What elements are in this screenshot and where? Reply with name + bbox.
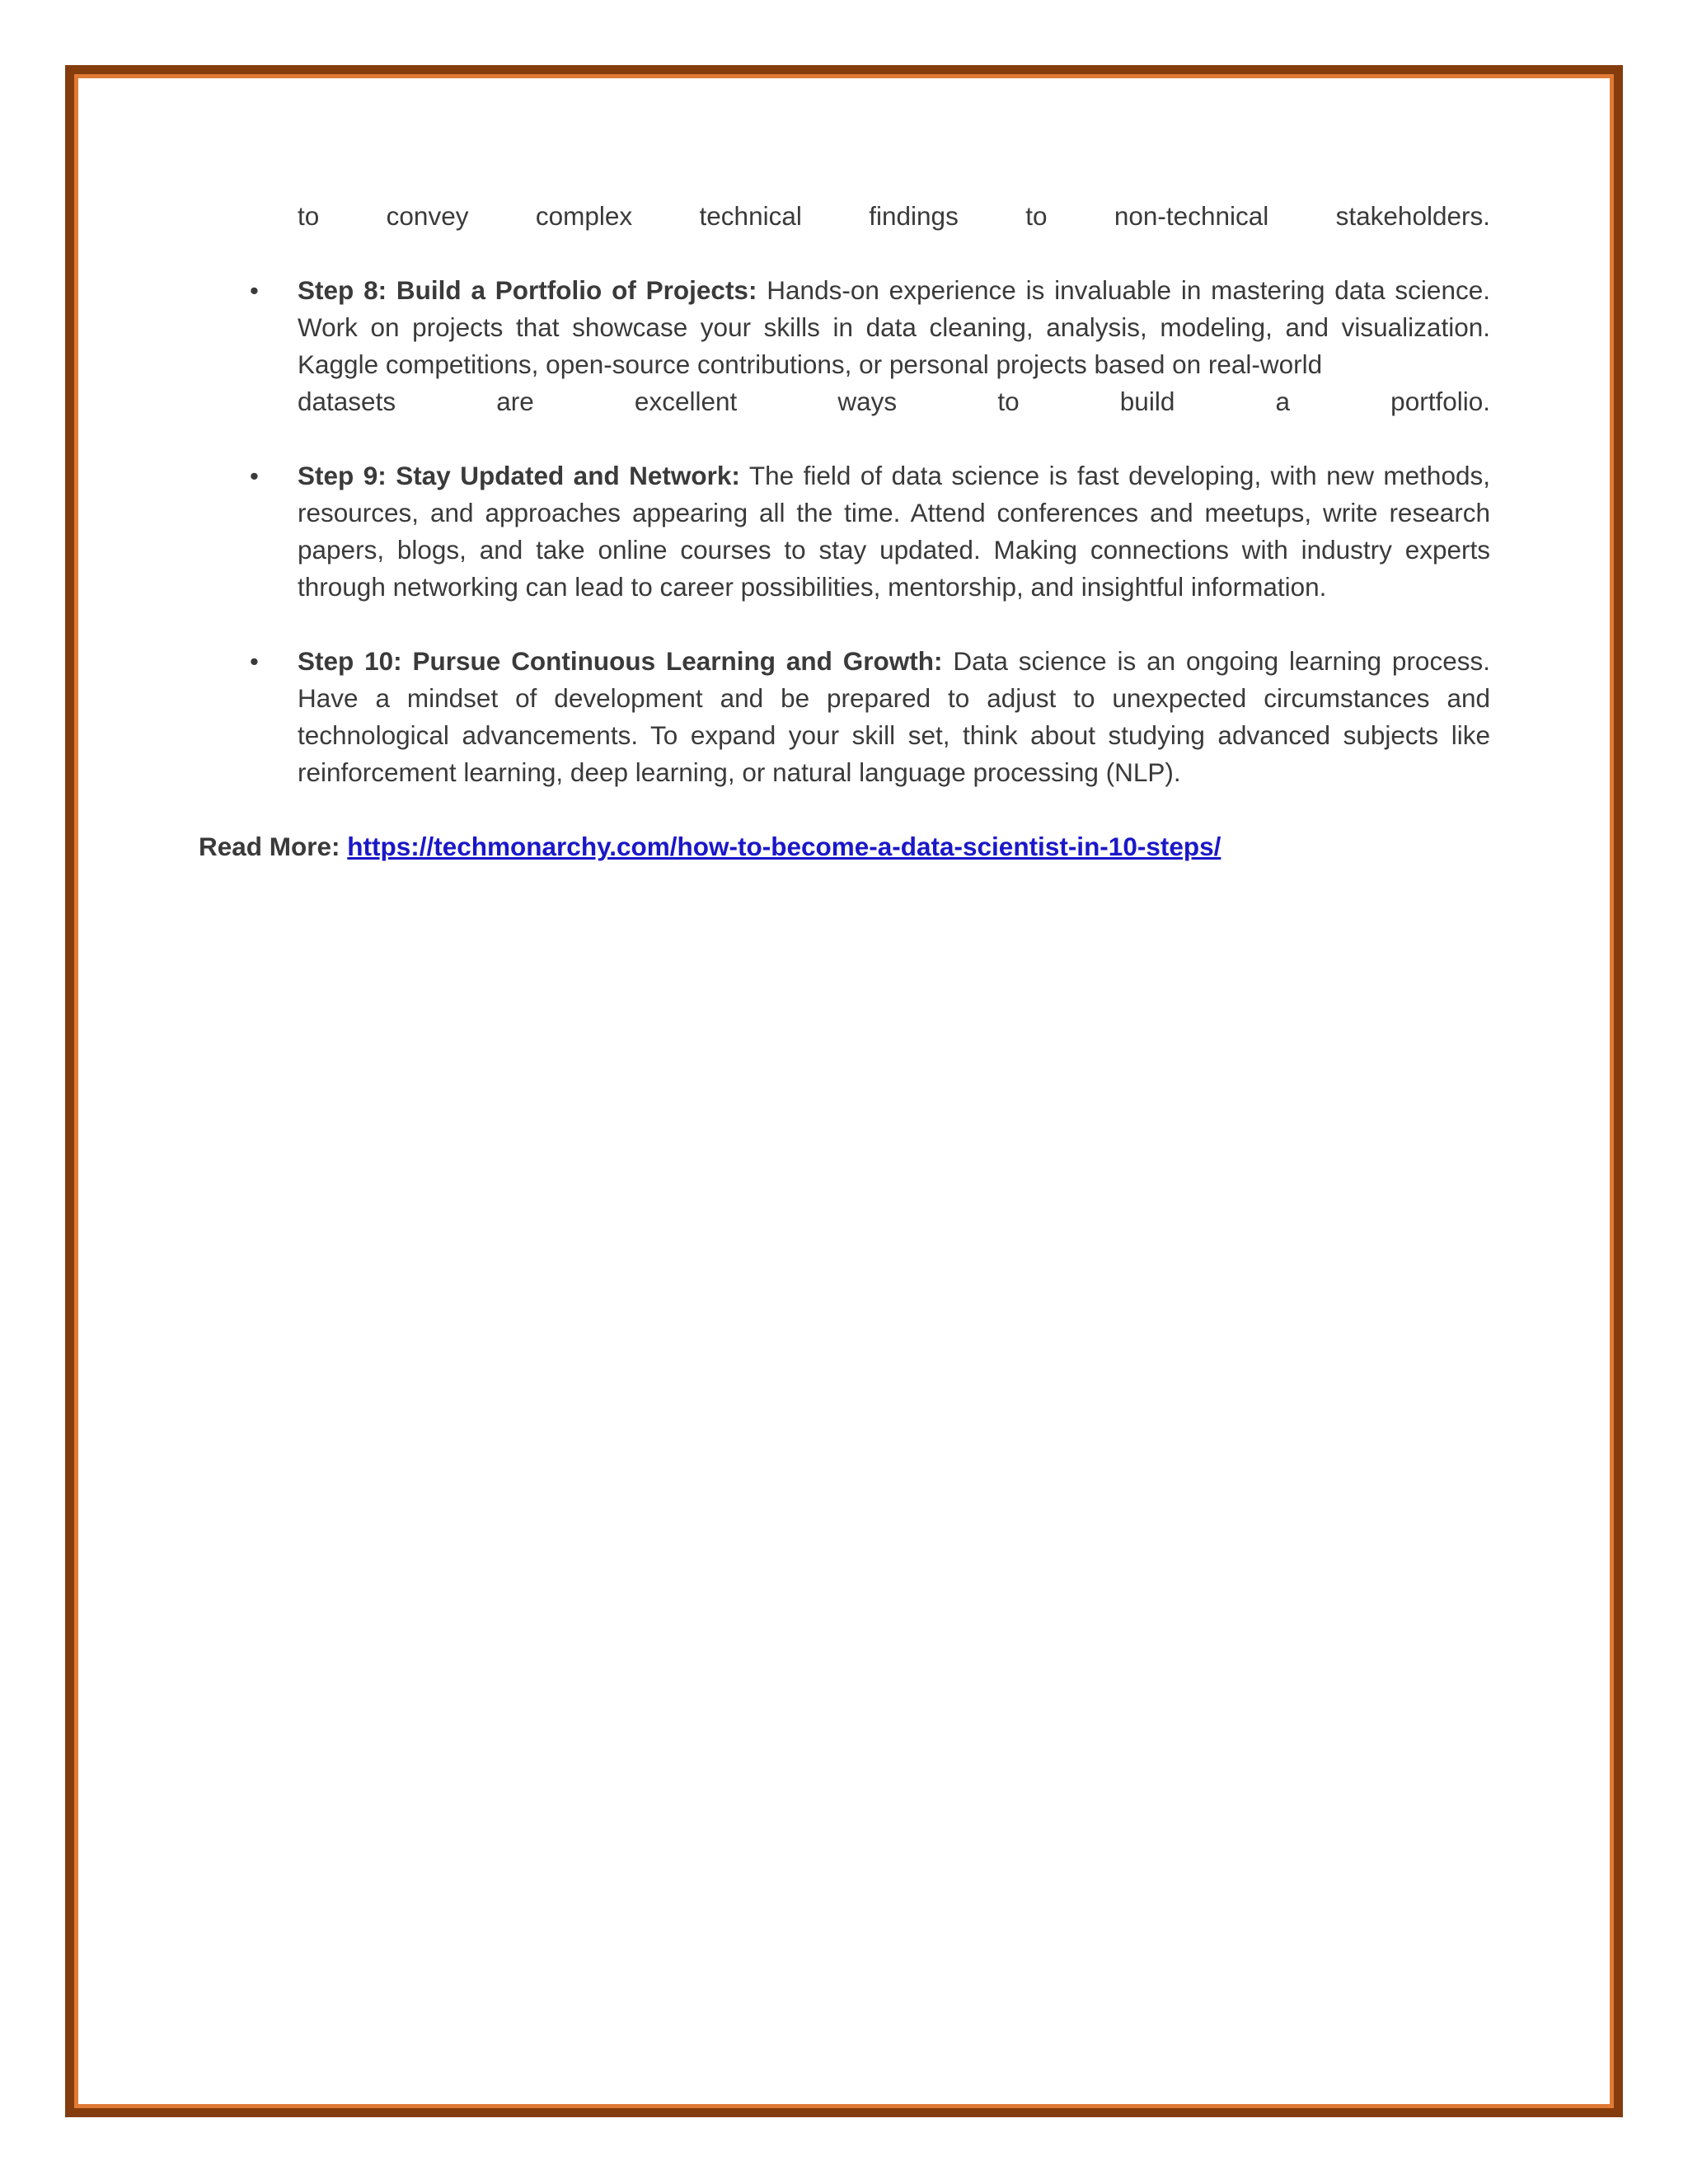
step-8-last-line: datasets are excellent ways to build a portfolio. — [298, 387, 1490, 416]
step-10-body: Data science is an ongoing learning process. Have a mindset of development and be prepared to adjust to unexpected circumstances and technological advancements. To expand your skill set, think about studying advanced subjects like reinforcement learning, deep learning, or natural language processing (NLP). — [298, 646, 1490, 787]
bullet-icon: • — [250, 462, 259, 490]
list-item-step-8 — [250, 272, 1490, 420]
spacer — [199, 235, 1490, 272]
list-item-step-10 — [250, 643, 1490, 791]
list-item-step-9 — [250, 457, 1490, 606]
read-more-line — [199, 828, 1490, 865]
spacer — [199, 606, 1490, 643]
step-8-title: Step 8: Build a Portfolio of Projects: — [298, 275, 757, 305]
step-9-paragraph — [298, 457, 1490, 606]
step-10-title: Step 10: Pursue Continuous Learning and Growth: — [298, 646, 943, 676]
step-9-title: Step 9: Stay Updated and Network: — [298, 461, 740, 490]
step-8-body: Hands-on experience is invaluable in mastering data science. Work on projects that showcase your skills in data cleaning, analysis, modeling, and visualization. Kaggle competitions, open-source contributions, or personal projects based on real-world — [298, 275, 1490, 379]
bullet-icon: • — [250, 276, 259, 305]
read-more-label: Read More: — [199, 832, 340, 861]
step-9-body: The field of data science is fast developing, with new methods, resources, and approaches appearing all the time. Attend conferences and meetups, write research papers, blogs, and take online courses to stay updated. Making connections with industry experts through networking can lead to career possibilities, mentorship, and insightful information. — [298, 461, 1490, 602]
step-8-paragraph — [298, 272, 1490, 383]
spacer — [199, 791, 1490, 828]
read-more-link[interactable]: https://techmonarchy.com/how-to-become-a-data-scientist-in-10-steps/ — [347, 832, 1221, 861]
step-10-paragraph — [298, 643, 1490, 791]
bullet-icon: • — [250, 647, 259, 676]
document-body — [199, 198, 1490, 865]
spacer — [199, 420, 1490, 457]
continuation-paragraph: to convey complex technical findings to non-technical stakeholders. — [298, 201, 1490, 231]
